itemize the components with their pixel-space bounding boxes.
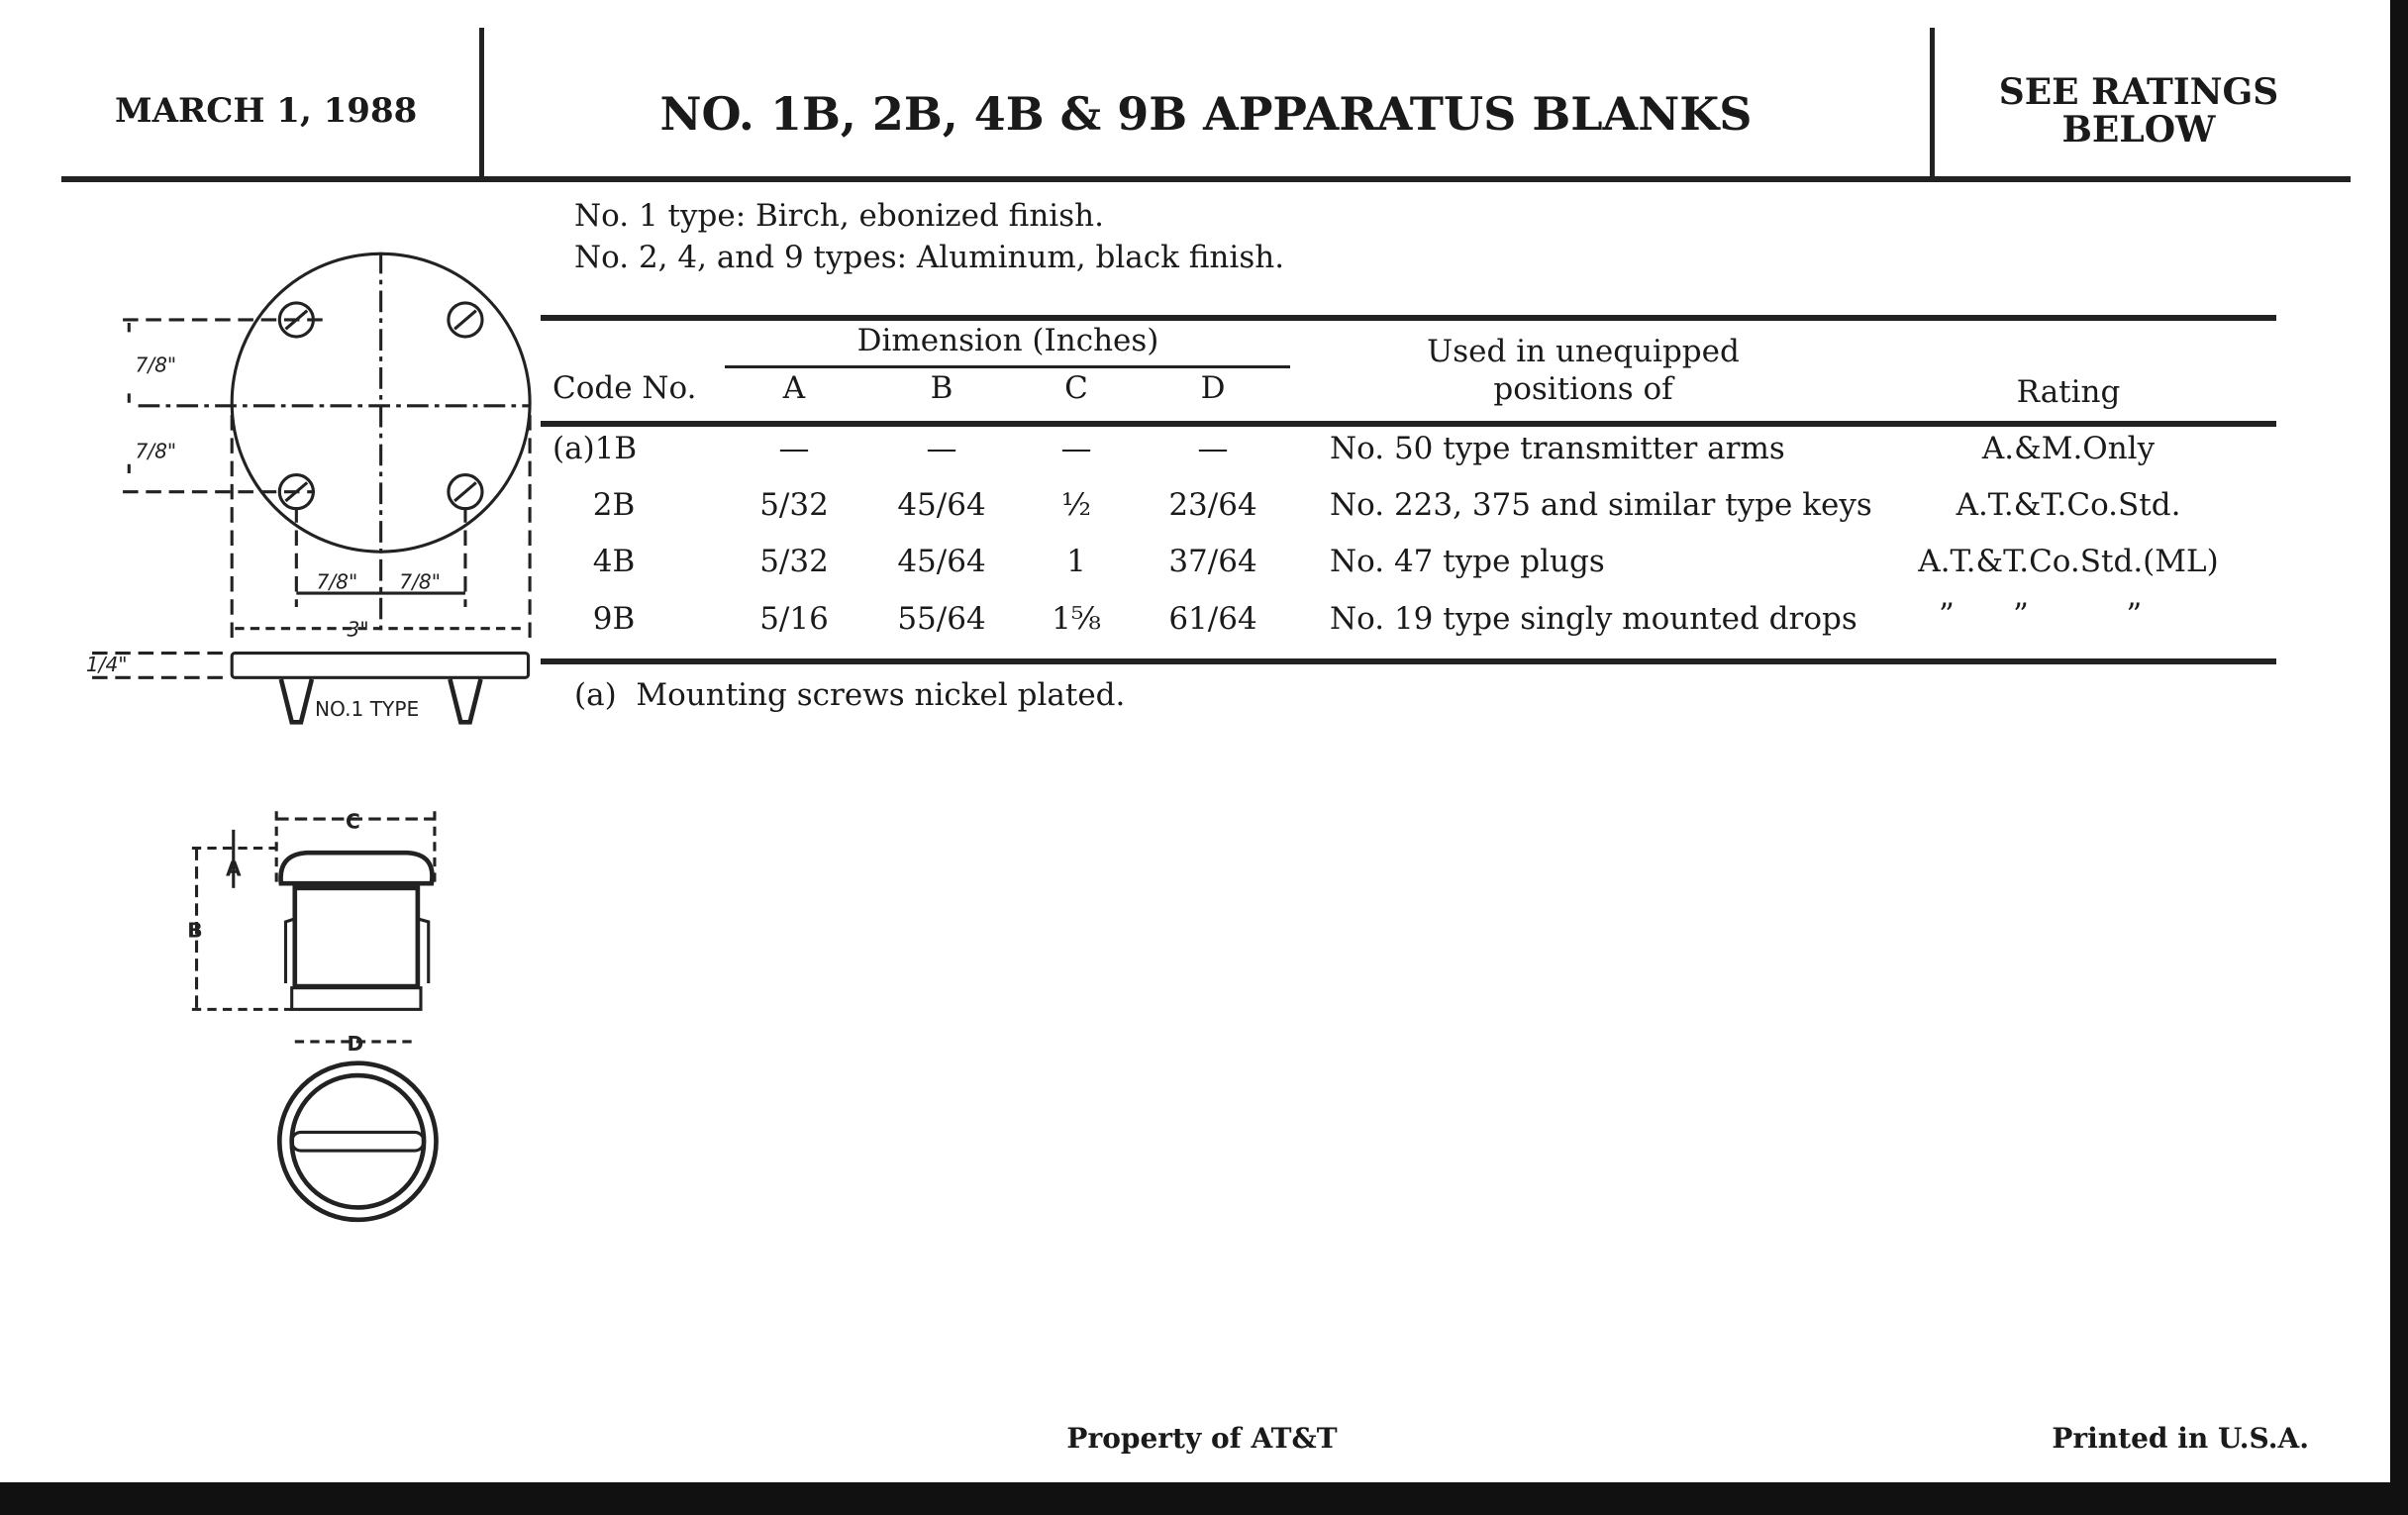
footer-property: Property of AT&T: [1066, 1422, 1338, 1455]
scan-border-bottom: [0, 1482, 2408, 1515]
cell-b: 45/64: [897, 487, 986, 523]
dim-label-c: C: [345, 809, 360, 834]
ratings-line: BELOW: [2061, 109, 2216, 151]
dim-label: 7/8": [316, 569, 358, 594]
description-line: No. 2, 4, and 9 types: Aluminum, black finish.: [574, 240, 1285, 275]
col-used-line: Used in unequipped: [1427, 334, 1740, 369]
page-title: NO. 1B, 2B, 4B & 9B APPARATUS BLANKS: [659, 87, 1753, 141]
dim-label: 1/4": [85, 653, 128, 677]
col-d: D: [1200, 370, 1226, 406]
ratings-line: SEE RATINGS: [1998, 71, 2279, 113]
cell-used: No. 223, 375 and similar type keys: [1330, 487, 1872, 523]
cell-a: —: [778, 431, 810, 466]
cell-d: —: [1197, 431, 1229, 466]
cell-a: 5/32: [759, 487, 829, 523]
cell-c: 1⅝: [1052, 601, 1101, 637]
cell-code: (a)1B: [552, 431, 638, 466]
no1-dimension-labels: [86, 354, 441, 721]
type-label: NO.1 TYPE: [314, 697, 420, 722]
cell-code: 2B: [592, 487, 636, 523]
cell-rating: A.T.&T.Co.Std.(ML): [1918, 544, 2219, 579]
cell-c: ½: [1060, 487, 1092, 523]
scan-border-right: [2390, 0, 2408, 1515]
cell-b: —: [926, 431, 957, 466]
cell-used: No. 50 type transmitter arms: [1330, 431, 1785, 466]
cell-code: 9B: [592, 601, 636, 637]
dim-label-a: A: [226, 857, 242, 881]
cell-c: 1: [1066, 544, 1086, 579]
footer-printed: Printed in U.S.A.: [2052, 1422, 2309, 1455]
cell-c: —: [1060, 431, 1092, 466]
no1-type-top-view: [92, 252, 530, 723]
cell-code: 4B: [592, 544, 636, 579]
col-b: B: [930, 370, 953, 406]
cell-rating: A.&M.Only: [1981, 431, 2156, 466]
cell-d: 61/64: [1168, 601, 1257, 637]
dim-label: 7/8": [135, 439, 177, 463]
dim-label: 7/8": [399, 569, 441, 594]
cell-rating: A.T.&T.Co.Std.: [1956, 487, 2181, 523]
dim-label-d: D: [347, 1032, 364, 1057]
dim-label: 7/8": [135, 353, 177, 377]
cell-a: 5/32: [759, 544, 829, 579]
col-c: C: [1064, 370, 1088, 406]
col-rating: Rating: [2016, 374, 2121, 410]
cell-rating: ” ” ”: [1939, 597, 2143, 633]
document-date: MARCH 1, 1988: [115, 91, 418, 131]
dim-label-b: B: [187, 918, 203, 943]
cell-b: 45/64: [897, 544, 986, 579]
table-footnote: (a) Mounting screws nickel plated.: [574, 677, 1126, 713]
cell-used: No. 47 type plugs: [1330, 544, 1605, 579]
dimension-group-header: Dimension (Inches): [856, 323, 1159, 358]
col-a: A: [782, 370, 806, 406]
col-code: Code No.: [552, 370, 697, 406]
cell-d: 23/64: [1168, 487, 1257, 523]
description-line: No. 1 type: Birch, ebonized finish.: [574, 198, 1104, 234]
cell-used: No. 19 type singly mounted drops: [1330, 601, 1857, 637]
dim-label: 3": [347, 617, 369, 642]
cell-a: 5/16: [759, 601, 829, 637]
cell-b: 55/64: [897, 601, 986, 637]
col-used-line: positions of: [1493, 371, 1673, 407]
cell-d: 37/64: [1168, 544, 1257, 579]
